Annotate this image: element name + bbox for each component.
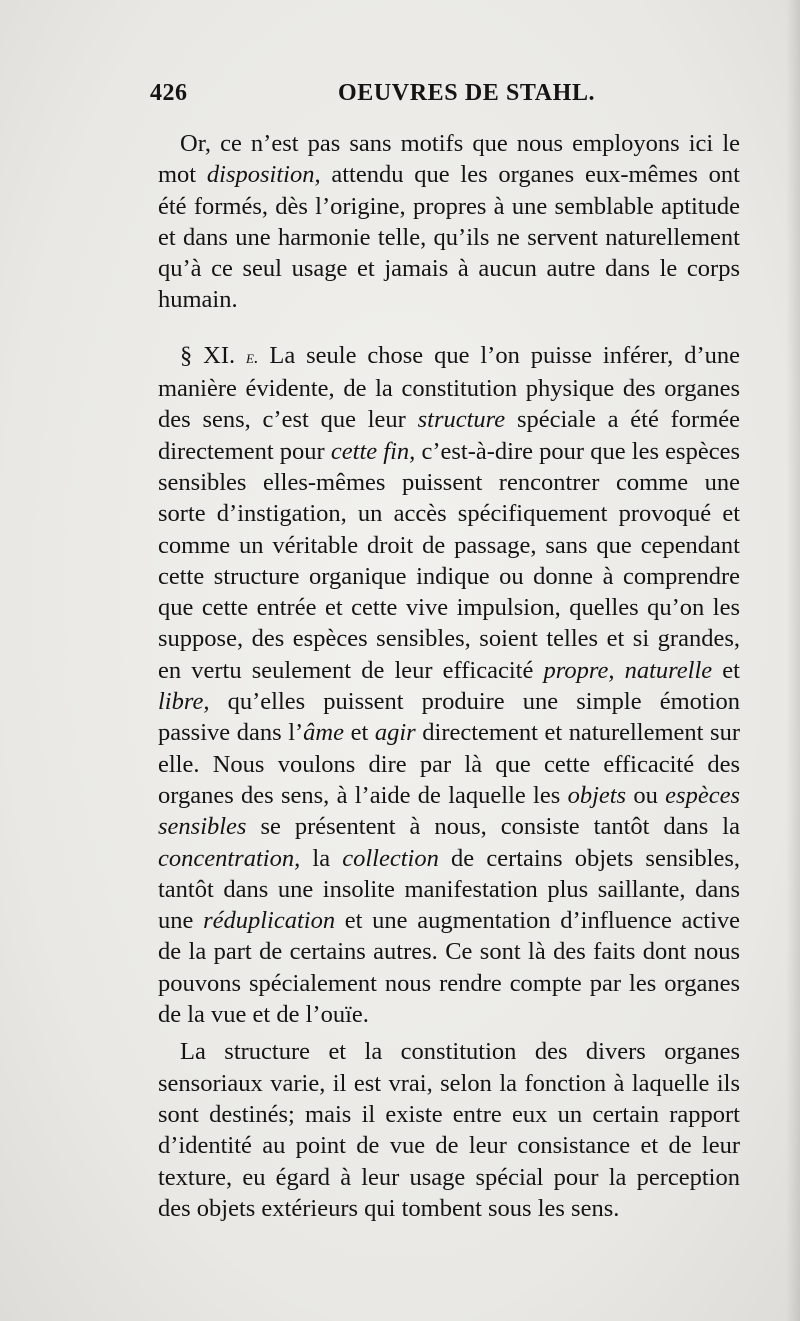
- body-text: [158, 128, 740, 1224]
- running-title: OEUVRES DE STAHL.: [338, 80, 596, 106]
- text-segment: c’est-à-dire pour que les espèces sensibles elles-mêmes puissent rencontrer comme une sorte d’instigation, un accès spécifiquement provoqué et comme un véritable droit de passage, sans que cependant cette structure organique indique ou donne à comprendre que cette entrée et cette vive impulsion, quelles qu’on les suppose, des espèces sensibles, soient telles et si grandes, en vertu seulement de leur efficacité: [158, 437, 740, 684]
- text-segment: réduplication: [203, 907, 336, 935]
- text-segment: La seule chose que l’on puisse inférer, d’une manière évidente, de la constitution physique des organes des sens, c’est que leur: [158, 341, 740, 434]
- page-header: [150, 80, 740, 116]
- text-segment: propre, naturelle: [543, 656, 713, 684]
- text-segment: directement et naturellement sur elle. Nous voulons dire par là que cette efficacité des organes des sens, à l’aide de laquelle les: [158, 719, 740, 809]
- text-segment: e.: [246, 346, 259, 367]
- page-number: 426: [150, 80, 188, 106]
- page-edge-shadow: [786, 0, 800, 1321]
- paragraph-2: [158, 340, 740, 1031]
- text-segment: spéciale a été formée directement pour: [158, 406, 740, 465]
- paragraph-1: [158, 128, 740, 316]
- text-segment: attendu que les organes eux-mêmes ont été formés, dès l’origine, propres à une semblable aptitude et dans une harmonie telle, qu’ils ne servent naturellement qu’à ce seul usage et jamais à aucun autre dans le corps humain.: [158, 161, 740, 314]
- text-segment: agir: [374, 719, 416, 747]
- text-segment: libre,: [158, 688, 210, 716]
- text-segment: La structure et la constitution des divers organes sensoriaux varie, il est vrai, selon la fonction à laquelle ils sont destinés; mais il existe entre eux un certain rapport d’identité au point de vue de leur consistance et de leur texture, eu égard à leur usage spécial pour la perception des objets extérieurs qui tombent sous les sens.: [158, 1038, 740, 1222]
- text-segment: § XI.: [180, 341, 247, 369]
- text-segment: structure: [417, 406, 506, 434]
- text-segment: la: [300, 844, 343, 872]
- text-segment: collection: [342, 844, 439, 872]
- text-segment: disposition,: [206, 161, 321, 189]
- text-segment: concentration,: [158, 844, 301, 872]
- text-segment: objets: [567, 781, 627, 809]
- text-segment: se présentent à nous, consiste tantôt dans la: [246, 813, 740, 841]
- text-segment: Or, ce n’est pas sans motifs que nous employons ici le mot: [158, 130, 740, 189]
- text-segment: et une augmentation d’influence active de la part de certains autres. Ce sont là des faits dont nous pouvons spécialement nous rendre compte par les organes de la vue et de l’ouïe.: [158, 907, 741, 1029]
- text-segment: de certains objets sensibles, tantôt dans une insolite manifestation plus saillante, dans une: [158, 844, 740, 935]
- text-segment: âme: [303, 719, 344, 747]
- text-segment: cette fin,: [330, 437, 416, 465]
- text-segment: espèces sensibles: [158, 781, 740, 841]
- paragraph-3: [158, 1036, 740, 1224]
- text-segment: et: [344, 719, 375, 747]
- text-segment: qu’elles puissent produire une simple émotion passive dans l’: [158, 688, 740, 747]
- text-segment: ou: [626, 781, 666, 809]
- text-segment: et: [712, 656, 740, 684]
